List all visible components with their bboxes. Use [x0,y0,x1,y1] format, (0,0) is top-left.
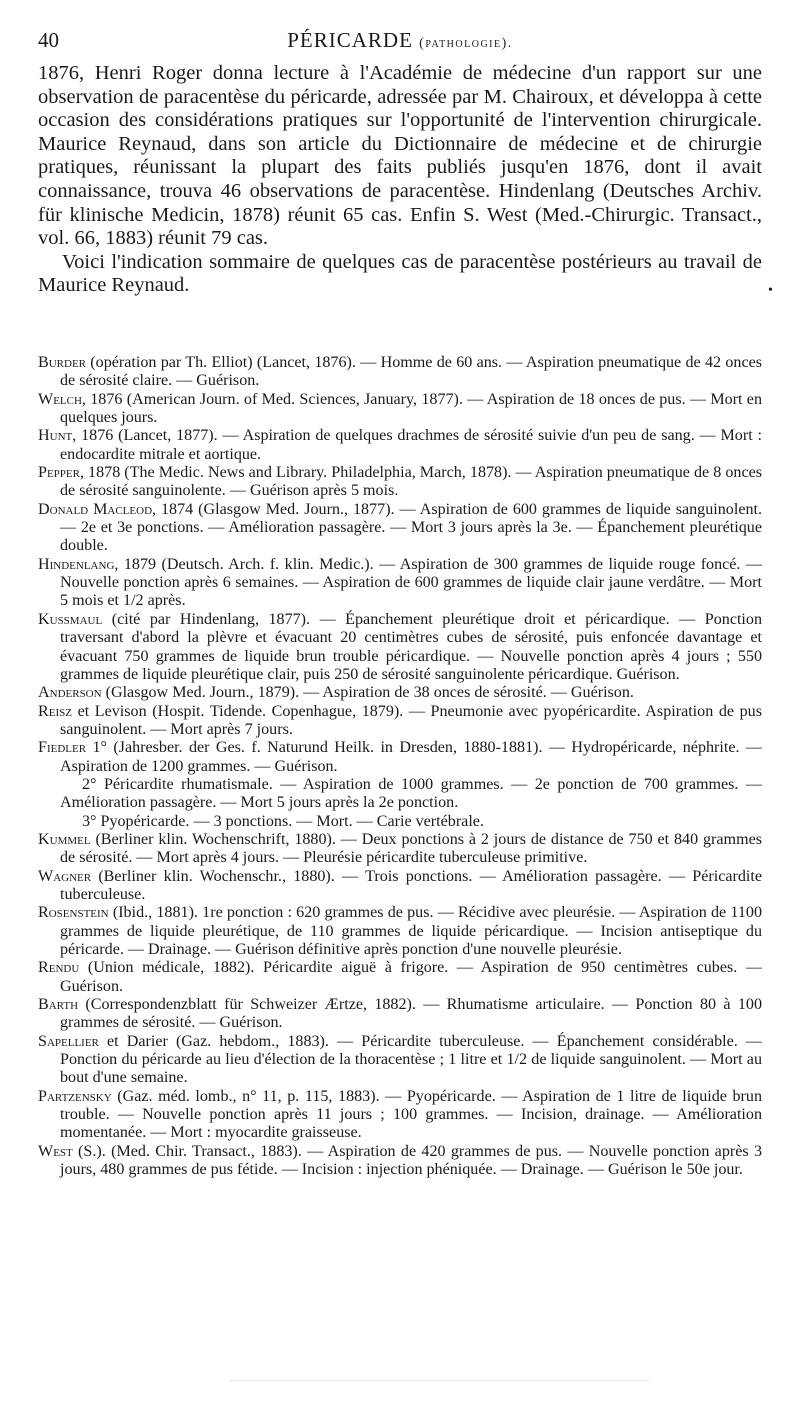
case-text: (Berliner klin. Wochenschr., 1880). — Trois ponctions. — Amélioration passagère. — Péricardite tuberculeuse. [60,867,762,903]
case-author: Anderson [38,684,102,702]
case-text: , 1879 (Deutsch. Arch. f. klin. Medic.). — Aspiration de 300 grammes de liquide rouge foncé. — Nouvelle ponction après 6 semaines. — Aspiration de 600 grammes de liquide clair jaune verdâtre. — Mort 5 mois et 1/2 après. [60,555,762,610]
case-entry [38,813,762,831]
intro-text [38,62,762,298]
case-entry [38,427,762,464]
case-author: Rosenstein [38,904,109,922]
case-list [38,354,762,1179]
case-entry [38,611,762,684]
running-title [38,28,762,53]
case-author: Hunt [38,427,73,445]
case-entry [38,1088,762,1143]
case-text: (Glasgow Med. Journ., 1879). — Aspiration de 38 onces de sérosité. — Guérison. [101,684,634,702]
page-number: 40 [38,28,59,52]
case-entry [38,464,762,501]
case-author: Reisz [38,702,72,720]
case-entry [38,904,762,959]
case-text: 1° (Jahresber. der Ges. f. Naturund Heilk. in Dresden, 1880-1881). — Hydropéricarde, néphrite. — Aspiration de 1200 grammes. — Guérison. [60,739,762,775]
case-entry [38,684,762,702]
case-author: Kummel [38,830,91,848]
case-text: (Berliner klin. Wochenschrift, 1880). — Deux ponctions à 2 jours de distance de 750 et 840 grammes de sérosité. — Mort après 4 jours. — Pleurésie péricardite tuberculeuse primitive. [60,830,762,867]
case-text: (Ibid., 1881). 1re ponction : 620 grammes de pus. — Récidive avec pleurésie. — Aspiration de 1100 grammes de liquide pleurétique, de 110 grammes de liquide péricardique. — Incision antiseptique du péricarde. — Drainage. — Guérison définitive après ponction d'une nouvelle pleurésie. [60,904,762,958]
case-author: Kussmaul [38,610,103,628]
case-author: Sapellier [38,1032,99,1050]
case-text: 3° Pyopéricarde. — 3 ponctions. — Mort. — Carie vertébrale. [82,812,484,830]
case-author: Pepper [38,464,80,482]
case-entry [38,556,762,611]
case-text: et Darier (Gaz. hebdom., 1883). — Péricardite tuberculeuse. — Épanchement considérable. — Ponction du péricarde au lieu d'élection de la thoracentèse ; 1 litre et 1/2 de liquide sanguinolent. — Mort au bout d'une semaine. [60,1032,762,1087]
case-text: , 1876 (American Journ. of Med. Sciences, January, 1877). — Aspiration de 18 onces de pus. — Mort en quelques jours. [60,390,762,427]
case-text: 2° Péricardite rhumatismale. — Aspiration de 1000 grammes. — 2e ponction de 700 grammes. — Amélioration passagère. — Mort 5 jours après la 2e ponction. [60,775,762,812]
case-text: , 1878 (The Medic. News and Library. Philadelphia, March, 1878). — Aspiration pneumatique de 8 onces de sérosité sanguinolente. — Guérison après 5 mois. [60,464,762,500]
case-author: West [38,1142,73,1160]
case-text: (cité par Hindenlang, 1877). — Épanchement pleurétique droit et péricardique. — Ponction traversant d'abord la plèvre et évacuant 20 centimètres cubes de sérosité, puis enfoncée davantage et évacuant 750 grammes de liquide brun trouble péricardique. — Nouvelle ponction après 4 jours ; 550 grammes de liquide pleurétique clair, puis 250 de sérosité sanguinolente péricardique. Guérison. [60,610,762,683]
case-text: et Levison (Hospit. Tidende. Copenhague, 1879). — Pneumonie avec pyopéricardite. Aspiration de pus sanguinolent. — Mort après 7 jours. [60,702,762,738]
intro-paragraph: 1876, Henri Roger donna lecture à l'Académie de médecine d'un rapport sur une observation de paracentèse du péricarde, adressée par M. Chairoux, et développa à cette occasion des considérations pratiques sur l'opportunité de l'intervention chirurgicale. Maurice Reynaud, dans son article du Dictionnaire de médecine et de chirurgie pratiques, réunissant la plupart des faits publiés jusqu'en 1876, dont il avait connaissance, trouva 46 observations de paracentèse. Hindenlang (Deutsches Archiv. für klinische Medicin, 1878) réunit 65 cas. Enfin S. West (Med.-Chirurgic. Transact., vol. 66, 1883) réunit 79 cas. [38,62,762,250]
case-entry [38,776,762,813]
case-text: , 1876 (Lancet, 1877). — Aspiration de quelques drachmes de sérosité suivie d'un peu de sang. — Mort : endocardite mitrale et aortique. [60,427,762,463]
case-entry [38,391,762,428]
case-author: Hindenlang [38,555,115,573]
case-entry [38,501,762,556]
case-author: Wagner [38,867,92,885]
case-entry [38,703,762,740]
case-entry [38,1033,762,1088]
case-entry [38,739,762,776]
case-text: (Correspondenzblatt für Schweizer Ærtze, 1882). — Rhumatisme articulaire. — Ponction 80 à 100 grammes de sérosité. — Guérison. [60,996,762,1032]
case-entry [38,354,762,391]
case-entry [38,1143,762,1180]
case-text: (opération par Th. Elliot) (Lancet, 1876). — Homme de 60 ans. — Aspiration pneumatique de 42 onces de sérosité claire. — Guérison. [60,354,762,390]
intro-paragraph: Voici l'indication sommaire de quelques cas de paracentèse postérieurs au travail de Maurice Reynaud. [38,250,762,297]
margin-mark: • [768,283,773,298]
footer-rule [230,1380,650,1383]
case-author: Welch [38,390,82,408]
case-author: Fiedler [38,739,87,757]
case-text: (S.). (Med. Chir. Transact., 1883). — Aspiration de 420 grammes de pus. — Nouvelle ponction après 3 jours, 480 grammes de pus fétide. — Incision : injection phéniquée. — Drainage. — Guérison le 50e jour. [60,1142,762,1179]
case-author: Burder [38,354,87,371]
case-text: (Union médicale, 1882). Péricardite aiguë à frigore. — Aspiration de 950 centimètres cubes. — Guérison. [60,959,762,995]
running-title-main: PÉRICARDE [287,28,413,52]
case-author: Partzensky [38,1087,112,1105]
case-entry [38,996,762,1033]
case-text: , 1874 (Glasgow Med. Journ., 1877). — Aspiration de 600 grammes de liquide sanguinolent. — 2e et 3e ponctions. — Amélioration passagère. — Mort 3 jours après la 3e. — Épanchement pleurétique double. [60,500,762,555]
case-entry [38,959,762,996]
running-title-subtitle: (pathologie). [419,36,513,51]
case-entry [38,868,762,905]
case-author: Rendu [38,959,80,977]
case-author: Donald Macleod [38,500,153,518]
case-text: (Gaz. méd. lomb., n° 11, p. 115, 1883). — Pyopéricarde. — Aspiration de 1 litre de liquide brun trouble. — Nouvelle ponction après 11 jours ; 100 grammes. — Incision, drainage. — Amélioration momentanée. — Mort : myocardite graisseuse. [60,1087,762,1142]
case-entry [38,831,762,868]
case-author: Barth [38,996,79,1014]
running-header [38,28,762,56]
